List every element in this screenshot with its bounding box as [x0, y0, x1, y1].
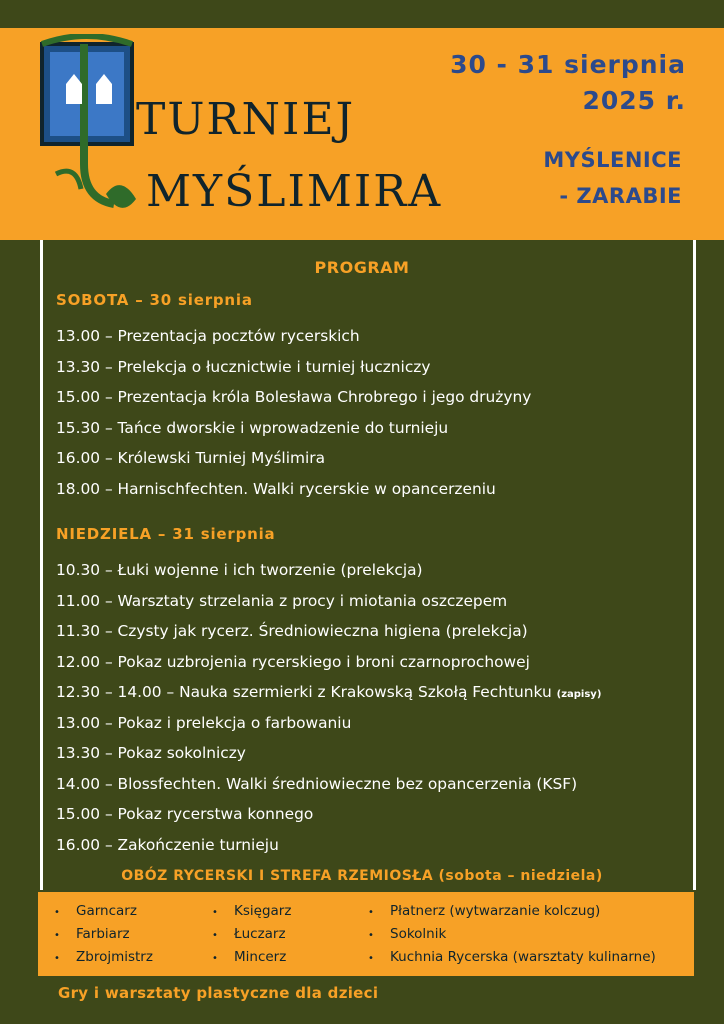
- schedule-item: 18.00 – Harnischfechten. Walki rycerskie w opancerzeniu: [56, 479, 496, 498]
- schedule-item: 14.00 – Blossfechten. Walki średniowieczne bez opancerzenia (KSF): [56, 774, 578, 793]
- sunday-schedule: [56, 555, 601, 860]
- bullet-icon: •: [212, 930, 218, 941]
- craft-item: [212, 946, 291, 969]
- schedule-item: 10.30 – Łuki wojenne i ich tworzenie (prelekcja): [56, 561, 423, 579]
- bullet-icon: •: [54, 953, 60, 964]
- tournament-logo: [36, 34, 476, 239]
- sunday-title: NIEDZIELA – 31 sierpnia: [56, 525, 276, 543]
- logo-line2: MYŚLIMIRA: [146, 166, 443, 217]
- event-place: MYŚLENICE: [543, 148, 682, 172]
- bullet-icon: •: [54, 930, 60, 941]
- schedule-item: 15.00 – Prezentacja króla Bolesława Chrobrego i jego drużyny: [56, 388, 532, 406]
- program-title: PROGRAM: [314, 258, 410, 277]
- bullet-icon: •: [54, 907, 60, 918]
- schedule-item: 11.30 – Czysty jak rycerz. Średniowieczna higiena (prelekcja): [56, 622, 528, 640]
- schedule-item: 15.00 – Pokaz rycerstwa konnego: [56, 805, 314, 823]
- schedule-item: 13.00 – Prezentacja pocztów rycerskich: [56, 327, 360, 345]
- schedule-item-fencing: [56, 677, 601, 708]
- craft-item: [368, 923, 656, 946]
- schedule-item: 16.00 – Zakończenie turnieju: [56, 835, 279, 854]
- schedule-item: 13.00 – Pokaz i prelekcja o farbowaniu: [56, 713, 352, 732]
- schedule-item: 12.00 – Pokaz uzbrojenia rycerskiego i broni czarnoprochowej: [56, 652, 530, 671]
- schedule-item: 16.00 – Królewski Turniej Myślimira: [56, 449, 325, 467]
- logo-line1: TURNIEJ: [136, 94, 356, 145]
- craft-label: Garncarz: [76, 903, 137, 919]
- crafts-column-1: [54, 900, 153, 969]
- craft-item: [54, 900, 153, 923]
- craft-label: Płatnerz (wytwarzanie kolczug): [390, 903, 601, 919]
- craft-label: Księgarz: [234, 903, 292, 919]
- bullet-icon: •: [368, 907, 374, 918]
- craft-label: Łuczarz: [234, 926, 286, 942]
- kids-activities: Gry i warsztaty plastyczne dla dzieci: [58, 984, 379, 1002]
- bullet-icon: •: [212, 907, 218, 918]
- saturday-schedule: [56, 321, 531, 504]
- bullet-icon: •: [368, 953, 374, 964]
- crafts-column-2: [212, 900, 291, 969]
- craft-item: [54, 923, 153, 946]
- craft-item: [368, 900, 656, 923]
- craft-label: Kuchnia Rycerska (warsztaty kulinarne): [390, 949, 656, 965]
- craft-label: Mincerz: [234, 949, 287, 965]
- event-date: 30 - 31 sierpnia: [450, 50, 686, 79]
- shield-emblem-icon: [42, 36, 136, 208]
- saturday-title: SOBOTA – 30 sierpnia: [56, 291, 253, 309]
- event-year: 2025 r.: [582, 86, 686, 115]
- top-strip: [0, 0, 724, 28]
- craft-label: Zbrojmistrz: [76, 949, 153, 965]
- schedule-item: 15.30 – Tańce dworskie i wprowadzenie do turnieju: [56, 418, 449, 437]
- craft-item: [212, 923, 291, 946]
- crafts-box: [38, 892, 694, 976]
- bullet-icon: •: [368, 930, 374, 941]
- craft-label: Farbiarz: [76, 926, 130, 942]
- bullet-icon: •: [212, 953, 218, 964]
- signup-note: (zapisy): [556, 689, 602, 700]
- camp-title: OBÓZ RYCERSKI I STREFA RZEMIOSŁA (sobota – niedziela): [121, 868, 603, 884]
- schedule-item-text: 12.30 – 14.00 – Nauka szermierki z Krakowską Szkołą Fechtunku: [56, 683, 552, 701]
- craft-item: [54, 946, 153, 969]
- craft-item: [368, 946, 656, 969]
- craft-item: [212, 900, 291, 923]
- schedule-item: 13.30 – Pokaz sokolniczy: [56, 744, 246, 762]
- schedule-item: 13.30 – Prelekcja o łucznictwie i turniej łuczniczy: [56, 357, 431, 376]
- crafts-column-3: [368, 900, 656, 969]
- schedule-item: 11.00 – Warsztaty strzelania z procy i miotania oszczepem: [56, 591, 508, 610]
- event-place-district: - ZARABIE: [559, 184, 682, 208]
- craft-label: Sokolnik: [390, 926, 447, 942]
